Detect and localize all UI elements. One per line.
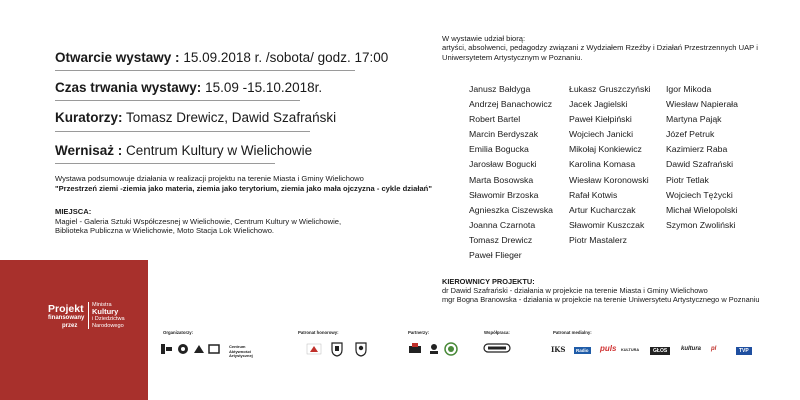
patronage-logo-3 — [354, 342, 368, 357]
project-title-quote: "Przestrzeń ziemi -ziemia jako materia, ziemia jako terytorium, ziemia jako mała ojczyzna - cykle działań" — [55, 183, 432, 193]
opening-value: 15.09.2018 r. /sobota/ godz. 17:00 — [179, 50, 389, 65]
artist-name: Janusz Bałdyga — [469, 84, 531, 94]
participants-intro — [442, 34, 772, 62]
organizer-logo-text: Centrum Aktywności Artystycznej — [229, 344, 253, 359]
artist-name: Robert Bartel — [469, 114, 521, 125]
artist-name: Dawid Szafrański — [666, 159, 734, 170]
ministry-logo — [44, 303, 134, 343]
patronage-logo-2 — [330, 342, 344, 357]
funding-word: Projekt — [48, 303, 84, 315]
artist-name: Tomasz Drewicz — [469, 234, 533, 245]
partners-label: Partnerzy: — [408, 330, 430, 335]
artist-name: Rafał Kotwis — [569, 189, 618, 200]
patronage-label: Patronat honorowy: — [298, 330, 339, 335]
partner-logo-1 — [407, 342, 423, 356]
media-label: Patronat medialny: — [553, 330, 592, 335]
divider — [55, 131, 310, 132]
media-logo-glos: GŁOS — [650, 347, 670, 355]
summary-text: Wystawa podsumowuje działania w realizacji projektu na terenie Miasta i Gminy Wielichowo — [55, 174, 364, 183]
funding-word: finansowany — [48, 315, 85, 321]
artist-name: Wojciech Tężycki — [666, 189, 733, 200]
artist-name: Joanna Czarnota — [469, 219, 536, 230]
artist-name: Michał Wielopolski — [666, 204, 738, 215]
partner-logo-3 — [444, 342, 458, 356]
vernissage-line — [55, 143, 312, 159]
artists-column-1 — [469, 82, 553, 263]
leader-line: mgr Bogna Branowska - działania w projekcie na terenie Uniwersytetu Artystycznego w Poznaniu — [442, 295, 760, 304]
artist-name: Andrzej Banachowicz — [469, 99, 553, 110]
organizer-logo-4 — [208, 342, 220, 356]
artist-name: Artur Kucharczak — [569, 204, 636, 215]
artist-name: Marta Bosowska — [469, 174, 534, 185]
leader-line: dr Dawid Szafrański - działania w projekcie na terenie Miasta i Gminy Wielichowo — [442, 286, 708, 295]
ministry-line: Narodowego — [92, 322, 124, 329]
vernissage-value: Centrum Kultury w Wielichowie — [122, 143, 313, 158]
artist-name: Igor Mikoda — [666, 84, 712, 94]
artist-name: Martyna Pająk — [666, 114, 722, 125]
funding-word: przez — [62, 323, 78, 329]
artist-name: Piotr Tetlak — [666, 174, 709, 185]
ministry-line: Kultury — [92, 307, 119, 317]
organizer-logo-1 — [160, 342, 174, 356]
artist-name: Sławomir Kuszczak — [569, 219, 645, 230]
artist-name: Wiesław Napierała — [666, 99, 738, 110]
places-heading: MIEJSCA: — [55, 207, 92, 216]
artist-name: Sławomir Brzoska — [469, 189, 539, 200]
ministry-name — [88, 302, 134, 329]
artist-name: Paweł Kiełpiński — [569, 114, 632, 125]
media-logo-iks: IKS — [551, 345, 566, 354]
ministry-line: Ministra — [92, 302, 112, 308]
leaders-heading: KIEROWNICY PROJEKTU: — [442, 277, 535, 286]
organizer-logo-2 — [176, 342, 190, 356]
artist-name: Piotr Mastalerz — [569, 234, 627, 245]
patronage-logo-1 — [306, 342, 322, 356]
divider — [55, 70, 355, 71]
duration-line — [55, 80, 322, 96]
media-logo-kultura: KULTURA — [621, 348, 640, 352]
organizers-label: Organizatorzy: — [163, 330, 194, 335]
artist-name: Emilia Bogucka — [469, 144, 529, 155]
media-logo-tvp: TVP — [736, 347, 752, 355]
media-logo-kultura-pl: kultura — [681, 346, 702, 352]
duration-value: 15.09 -15.10.2018r. — [201, 80, 323, 95]
opening-label: Otwarcie wystawy : — [55, 50, 180, 65]
curators-label: Kuratorzy: — [55, 110, 123, 125]
artist-name: Łukasz Gruszczyński — [569, 84, 651, 94]
divider — [55, 100, 300, 101]
places-line: Magiel - Galeria Sztuki Współczesnej w Wielichowie, Centrum Kultury w Wielichowie, — [55, 216, 342, 226]
curators-value: Tomasz Drewicz, Dawid Szafrański — [122, 110, 337, 125]
media-logo-radio: Radio — [576, 348, 589, 353]
artists-column-3 — [666, 82, 738, 233]
artist-name: Mikołaj Konkiewicz — [569, 144, 642, 155]
artist-name: Agnieszka Ciszewska — [469, 204, 554, 215]
intro-line: W wystawie udział biorą: — [442, 34, 526, 43]
artist-name: Marcin Berdyszak — [469, 129, 539, 140]
artist-name: Wojciech Janicki — [569, 129, 634, 140]
artist-name: Jarosław Bogucki — [469, 159, 537, 170]
artist-name: Józef Petruk — [666, 129, 715, 140]
artist-name: Szymon Zwoliński — [666, 219, 736, 230]
partner-logo-2 — [428, 342, 440, 356]
artist-name: Jacek Jagielski — [569, 99, 628, 110]
intro-line: Uniwersytetem Artystycznym w Poznaniu. — [442, 52, 583, 62]
opening-line — [55, 50, 388, 66]
exhibition-summary — [55, 174, 432, 193]
duration-label: Czas trwania wystawy: — [55, 80, 202, 95]
artist-name: Paweł Flieger — [469, 250, 522, 261]
artists-column-2 — [569, 82, 651, 248]
artist-name: Wiesław Koronowski — [569, 174, 649, 185]
intro-line: artyści, absolwenci, pedagodzy związani z Wydziałem Rzeźby i Działań Przestrzennych UAP i — [442, 43, 758, 53]
artist-name: Karolina Komasa — [569, 159, 636, 170]
curators-line — [55, 110, 336, 126]
project-leaders — [442, 277, 760, 304]
places-line: Biblioteka Publiczna w Wielichowie, Moto Stacja Lok Wielichowo. — [55, 226, 275, 236]
divider — [55, 163, 275, 164]
places-section — [55, 207, 341, 236]
ministry-line: i Dziedzictwa — [92, 316, 125, 323]
vernissage-label: Wernisaż : — [55, 143, 123, 158]
cooperation-label: Współpraca: — [484, 330, 510, 335]
artist-name: Kazimierz Raba — [666, 144, 728, 155]
media-logo-puls: puls — [600, 344, 617, 353]
organizer-logo-3 — [192, 342, 206, 356]
cooperation-logo — [483, 342, 511, 354]
media-logo-pl: pl — [711, 346, 717, 352]
